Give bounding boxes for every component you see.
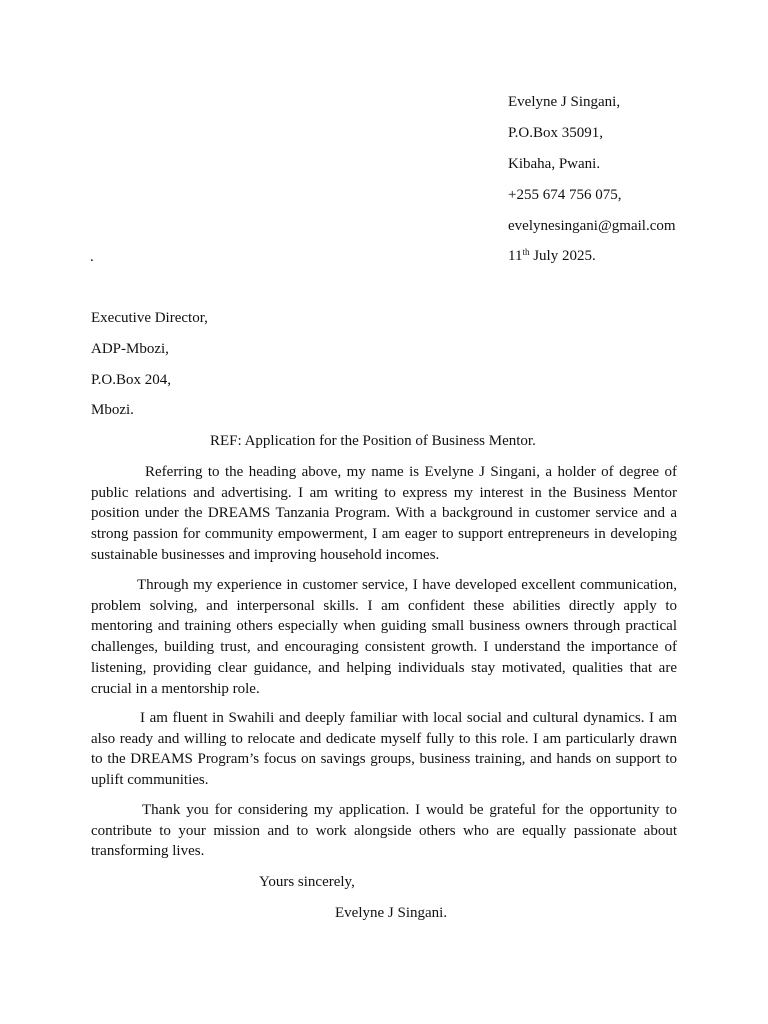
recipient-po-box: P.O.Box 204, — [91, 372, 172, 388]
sender-name: Evelyne J Singani, — [508, 94, 621, 110]
subject-line: REF: Application for the Position of Business Mentor. — [210, 433, 536, 449]
letter-date — [508, 246, 596, 266]
body-paragraph-2: Through my experience in customer service, I have developed excellent communication, problem solving, and interpersonal skills. I am confident these abilities directly apply to mentoring and training others especially when guiding small business owners through practical challenges, building trust, and encouraging consistent growth. I understand the importance of listening, providing clear guidance, and helping individuals stay motivated, qualities that are crucial in a mentorship role. — [91, 577, 677, 697]
sender-town: Kibaha, Pwani. — [508, 156, 601, 172]
signature-name: Evelyne J Singani. — [335, 905, 448, 921]
recipient-town: Mbozi. — [91, 402, 134, 418]
sender-phone: +255 674 756 075, — [508, 187, 622, 203]
date-month-year: July 2025. — [529, 248, 596, 264]
stray-period: . — [90, 249, 94, 265]
sender-email: evelynesingani@gmail.com — [508, 218, 676, 234]
body-paragraph-3: I am fluent in Swahili and deeply familiar with local social and cultural dynamics. I am also ready and willing to relocate and dedicate myself fully to this role. I am particularly drawn to the DREAMS Program’s focus on savings groups, business training, and hands on support to uplift communities. — [91, 710, 677, 789]
recipient-title: Executive Director, — [91, 310, 208, 326]
date-suffix: th — [522, 247, 530, 257]
body-paragraph-4: Thank you for considering my application. I would be grateful for the opportunity to contribute to your mission and to work alongside others who are equally passionate about transforming lives. — [91, 802, 677, 860]
closing: Yours sincerely, — [259, 874, 355, 890]
body-paragraph-1: Referring to the heading above, my name is Evelyne J Singani, a holder of degree of public relations and advertising. I am writing to express my interest in the Business Mentor position under the DREAMS Tanzania Program. With a background in customer service and a strong passion for community empowerment, I am eager to support entrepreneurs in developing sustainable businesses and improving household incomes. — [91, 464, 677, 563]
recipient-org: ADP-Mbozi, — [91, 341, 169, 357]
sender-po-box: P.O.Box 35091, — [508, 125, 604, 141]
date-day: 11 — [508, 248, 523, 264]
